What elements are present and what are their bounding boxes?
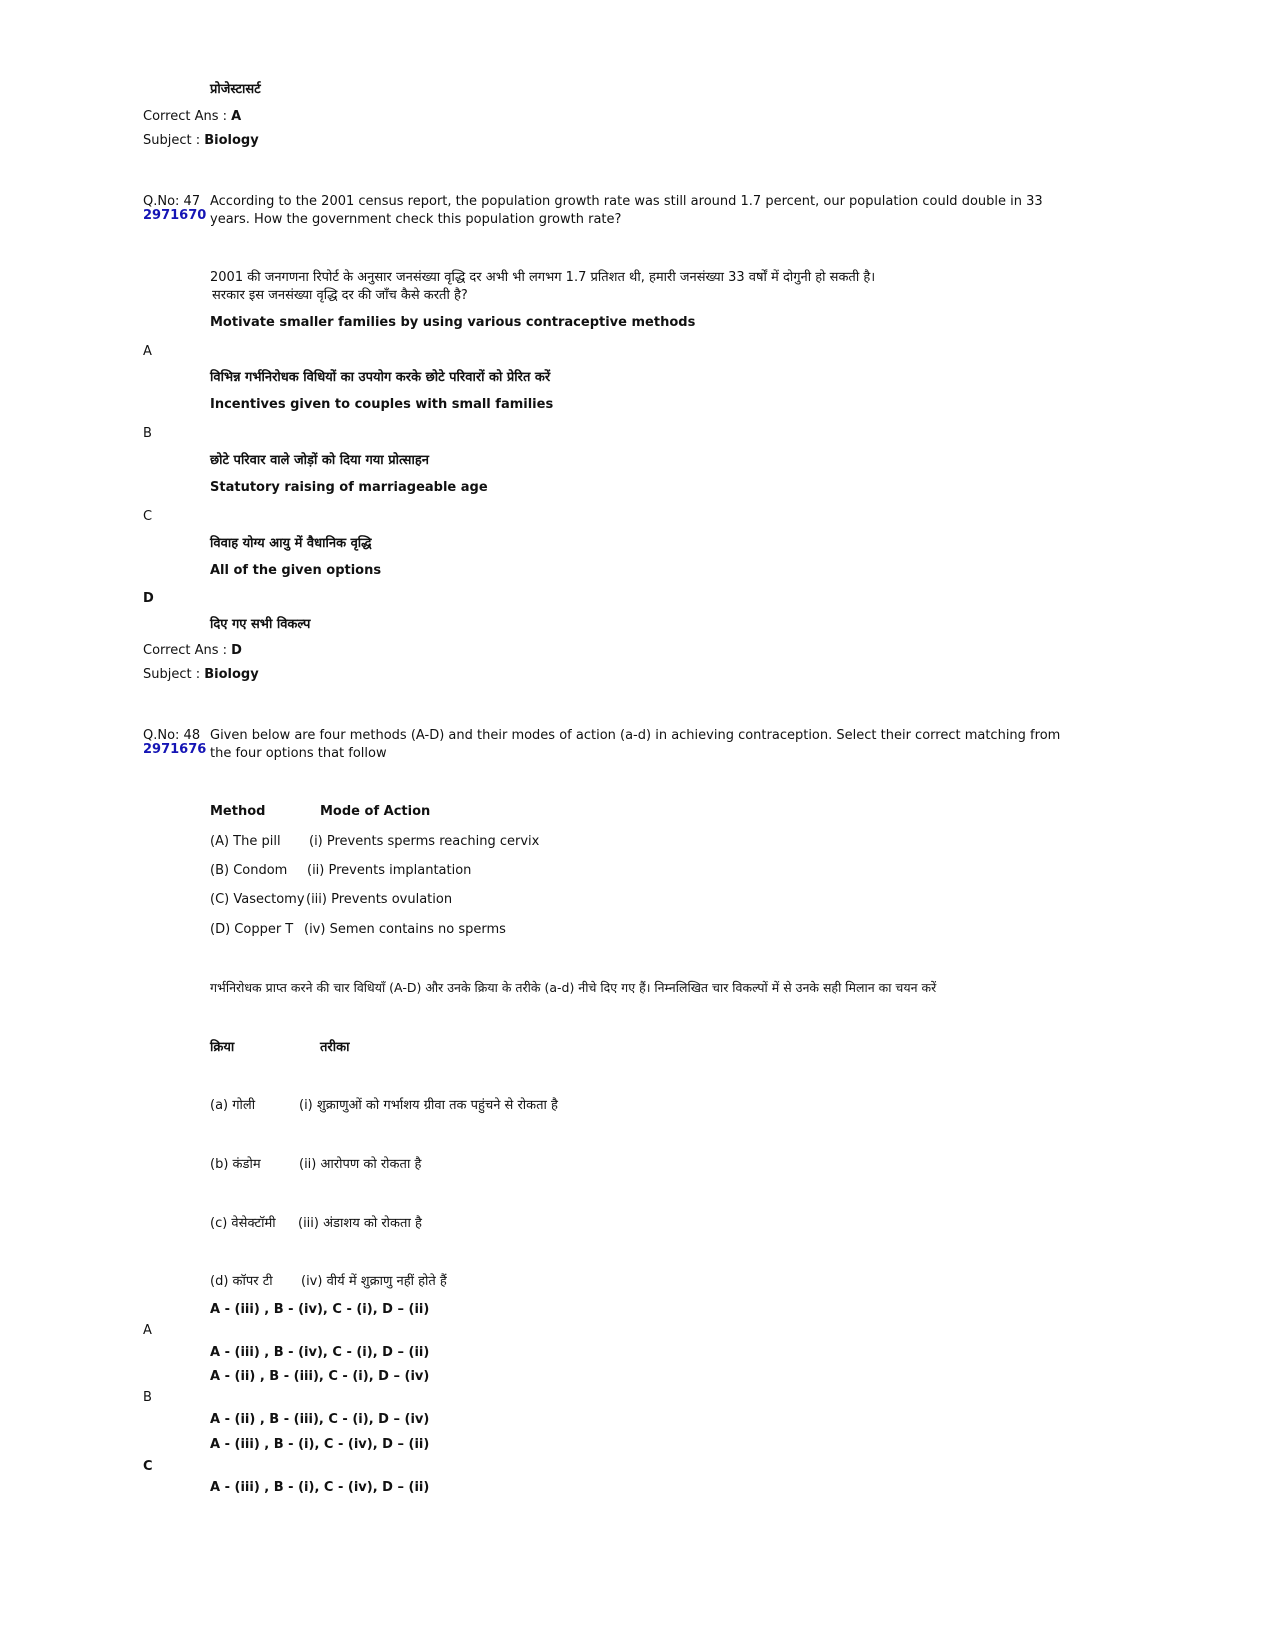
- subject-value: Biology: [204, 133, 259, 148]
- q48-table-row-action: (iii) Prevents ovulation: [306, 892, 453, 907]
- q48-question-hindi: गर्भनिरोधक प्राप्त करने की चार विधियाँ (A-D) और उनके क्रिया के तरीके (a-d) नीचे दिए गए हैं। निम्नलिखित चार विकल्पों में से उनके सही मिलान का चयन करें: [210, 980, 937, 995]
- q48-hindi-table-row-method: (d) कॉपर टी: [210, 1274, 273, 1289]
- q48-table-row-action: (iv) Semen contains no sperms: [304, 922, 506, 937]
- q47-question-text: According to the 2001 census report, the population growth rate was still around 1.7 percent, our population could double in 33 years. How the government check this population growth rate?: [210, 194, 1043, 227]
- q48-option-c-text: A - (iii) , B - (i), C - (iv), D – (ii): [210, 1437, 430, 1452]
- q48-id: 2971676: [143, 742, 207, 757]
- q48-table-row-method: (A) The pill: [210, 834, 281, 849]
- q48-option-a-letter: A: [143, 1323, 152, 1338]
- q47-option-d-text: All of the given options: [210, 563, 382, 578]
- q48-table-row-action: (ii) Prevents implantation: [307, 863, 472, 878]
- q48-hindi-table-row-action: (iv) वीर्य में शुक्राणु नहीं होते हैं: [301, 1274, 447, 1289]
- q48-hindi-table-row-action: (iii) अंडाशय को रोकता है: [298, 1216, 422, 1231]
- q47-question-hindi-line2: सरकार इस जनसंख्या वृद्धि दर की जाँच कैसे करती है?: [212, 288, 468, 303]
- q47-id: 2971670: [143, 208, 207, 223]
- q47-option-d-hindi: दिए गए सभी विकल्प: [210, 617, 311, 632]
- q48-table-header-method: Method: [210, 804, 266, 819]
- q48-question-text: Given below are four methods (A-D) and their modes of action (a-d) in achieving contraception. Select their correct matching from the four options that follow: [210, 728, 1061, 761]
- subject-label: Subject :: [143, 667, 205, 682]
- q48-option-b-text: A - (ii) , B - (iii), C - (i), D – (iv): [210, 1369, 430, 1384]
- q47-option-d-letter: D: [143, 591, 154, 606]
- q47-option-a-text: Motivate smaller families by using various contraceptive methods: [210, 315, 696, 330]
- q48-table-row-method: (B) Condom: [210, 863, 288, 878]
- q48-option-a-hindi: A - (iii) , B - (iv), C - (i), D – (ii): [210, 1345, 430, 1360]
- q48-hindi-table-row-action: (i) शुक्राणुओं को गर्भाशय ग्रीवा तक पहुंचने से रोकता है: [299, 1098, 558, 1113]
- q47-subject: [143, 666, 259, 684]
- correct-ans-value: D: [231, 643, 242, 658]
- q48-number: Q.No: 48: [143, 728, 201, 743]
- q48-hindi-table-row-action: (ii) आरोपण को रोकता है: [299, 1157, 422, 1172]
- subject-value: Biology: [204, 667, 259, 682]
- correct-ans-label: Correct Ans :: [143, 109, 232, 124]
- q46-subject: [143, 132, 259, 150]
- q48-hindi-table-row-method: (b) कंडोम: [210, 1157, 261, 1172]
- q48-option-c-hindi: A - (iii) , B - (i), C - (iv), D – (ii): [210, 1480, 430, 1495]
- q48-table-row-method: (C) Vasectomy: [210, 892, 305, 907]
- q48-option-b-hindi: A - (ii) , B - (iii), C - (i), D – (iv): [210, 1412, 430, 1427]
- q48-table-row-action: (i) Prevents sperms reaching cervix: [309, 834, 540, 849]
- correct-ans-label: Correct Ans :: [143, 643, 232, 658]
- q47-option-b-hindi: छोटे परिवार वाले जोड़ों को दिया गया प्रोत्साहन: [210, 453, 429, 468]
- q47-option-a-hindi: विभिन्न गर्भनिरोधक विधियों का उपयोग करके छोटे परिवारों को प्रेरित करें: [210, 370, 551, 385]
- q48-option-b-letter: B: [143, 1390, 152, 1405]
- subject-label: Subject :: [143, 133, 205, 148]
- q48-table-header-mode: Mode of Action: [320, 804, 431, 819]
- correct-ans-value: A: [231, 109, 242, 124]
- q48-hindi-table-row-method: (c) वेसेक्टॉमी: [210, 1216, 276, 1231]
- q47-option-a-letter: A: [143, 344, 152, 359]
- q46-correct-answer: [143, 108, 241, 126]
- q47-option-c-hindi: विवाह योग्य आयु में वैधानिक वृद्धि: [210, 536, 372, 551]
- q48-table-row-method: (D) Copper T: [210, 922, 294, 937]
- q47-question-hindi-line1: 2001 की जनगणना रिपोर्ट के अनुसार जनसंख्या वृद्धि दर अभी भी लगभग 1.7 प्रतिशत थी, हमारी जनसंख्या 33 वर्षों में दोगुनी हो सकती है।: [210, 270, 876, 285]
- q48-option-a-text: A - (iii) , B - (iv), C - (i), D – (ii): [210, 1302, 430, 1317]
- q48-hindi-table-header-mode: तरीका: [320, 1040, 350, 1055]
- q47-number: Q.No: 47: [143, 194, 201, 209]
- q46-option-d-hindi: प्रोजेस्टासर्ट: [210, 82, 261, 97]
- q47-option-c-text: Statutory raising of marriageable age: [210, 480, 488, 495]
- q47-option-c-letter: C: [143, 509, 153, 524]
- q47-correct-answer: [143, 642, 242, 660]
- q47-option-b-text: Incentives given to couples with small families: [210, 397, 554, 412]
- q48-option-c-letter: C: [143, 1459, 153, 1474]
- q47-option-b-letter: B: [143, 426, 152, 441]
- q48-hindi-table-row-method: (a) गोली: [210, 1098, 256, 1113]
- q48-hindi-table-header-method: क्रिया: [210, 1040, 235, 1055]
